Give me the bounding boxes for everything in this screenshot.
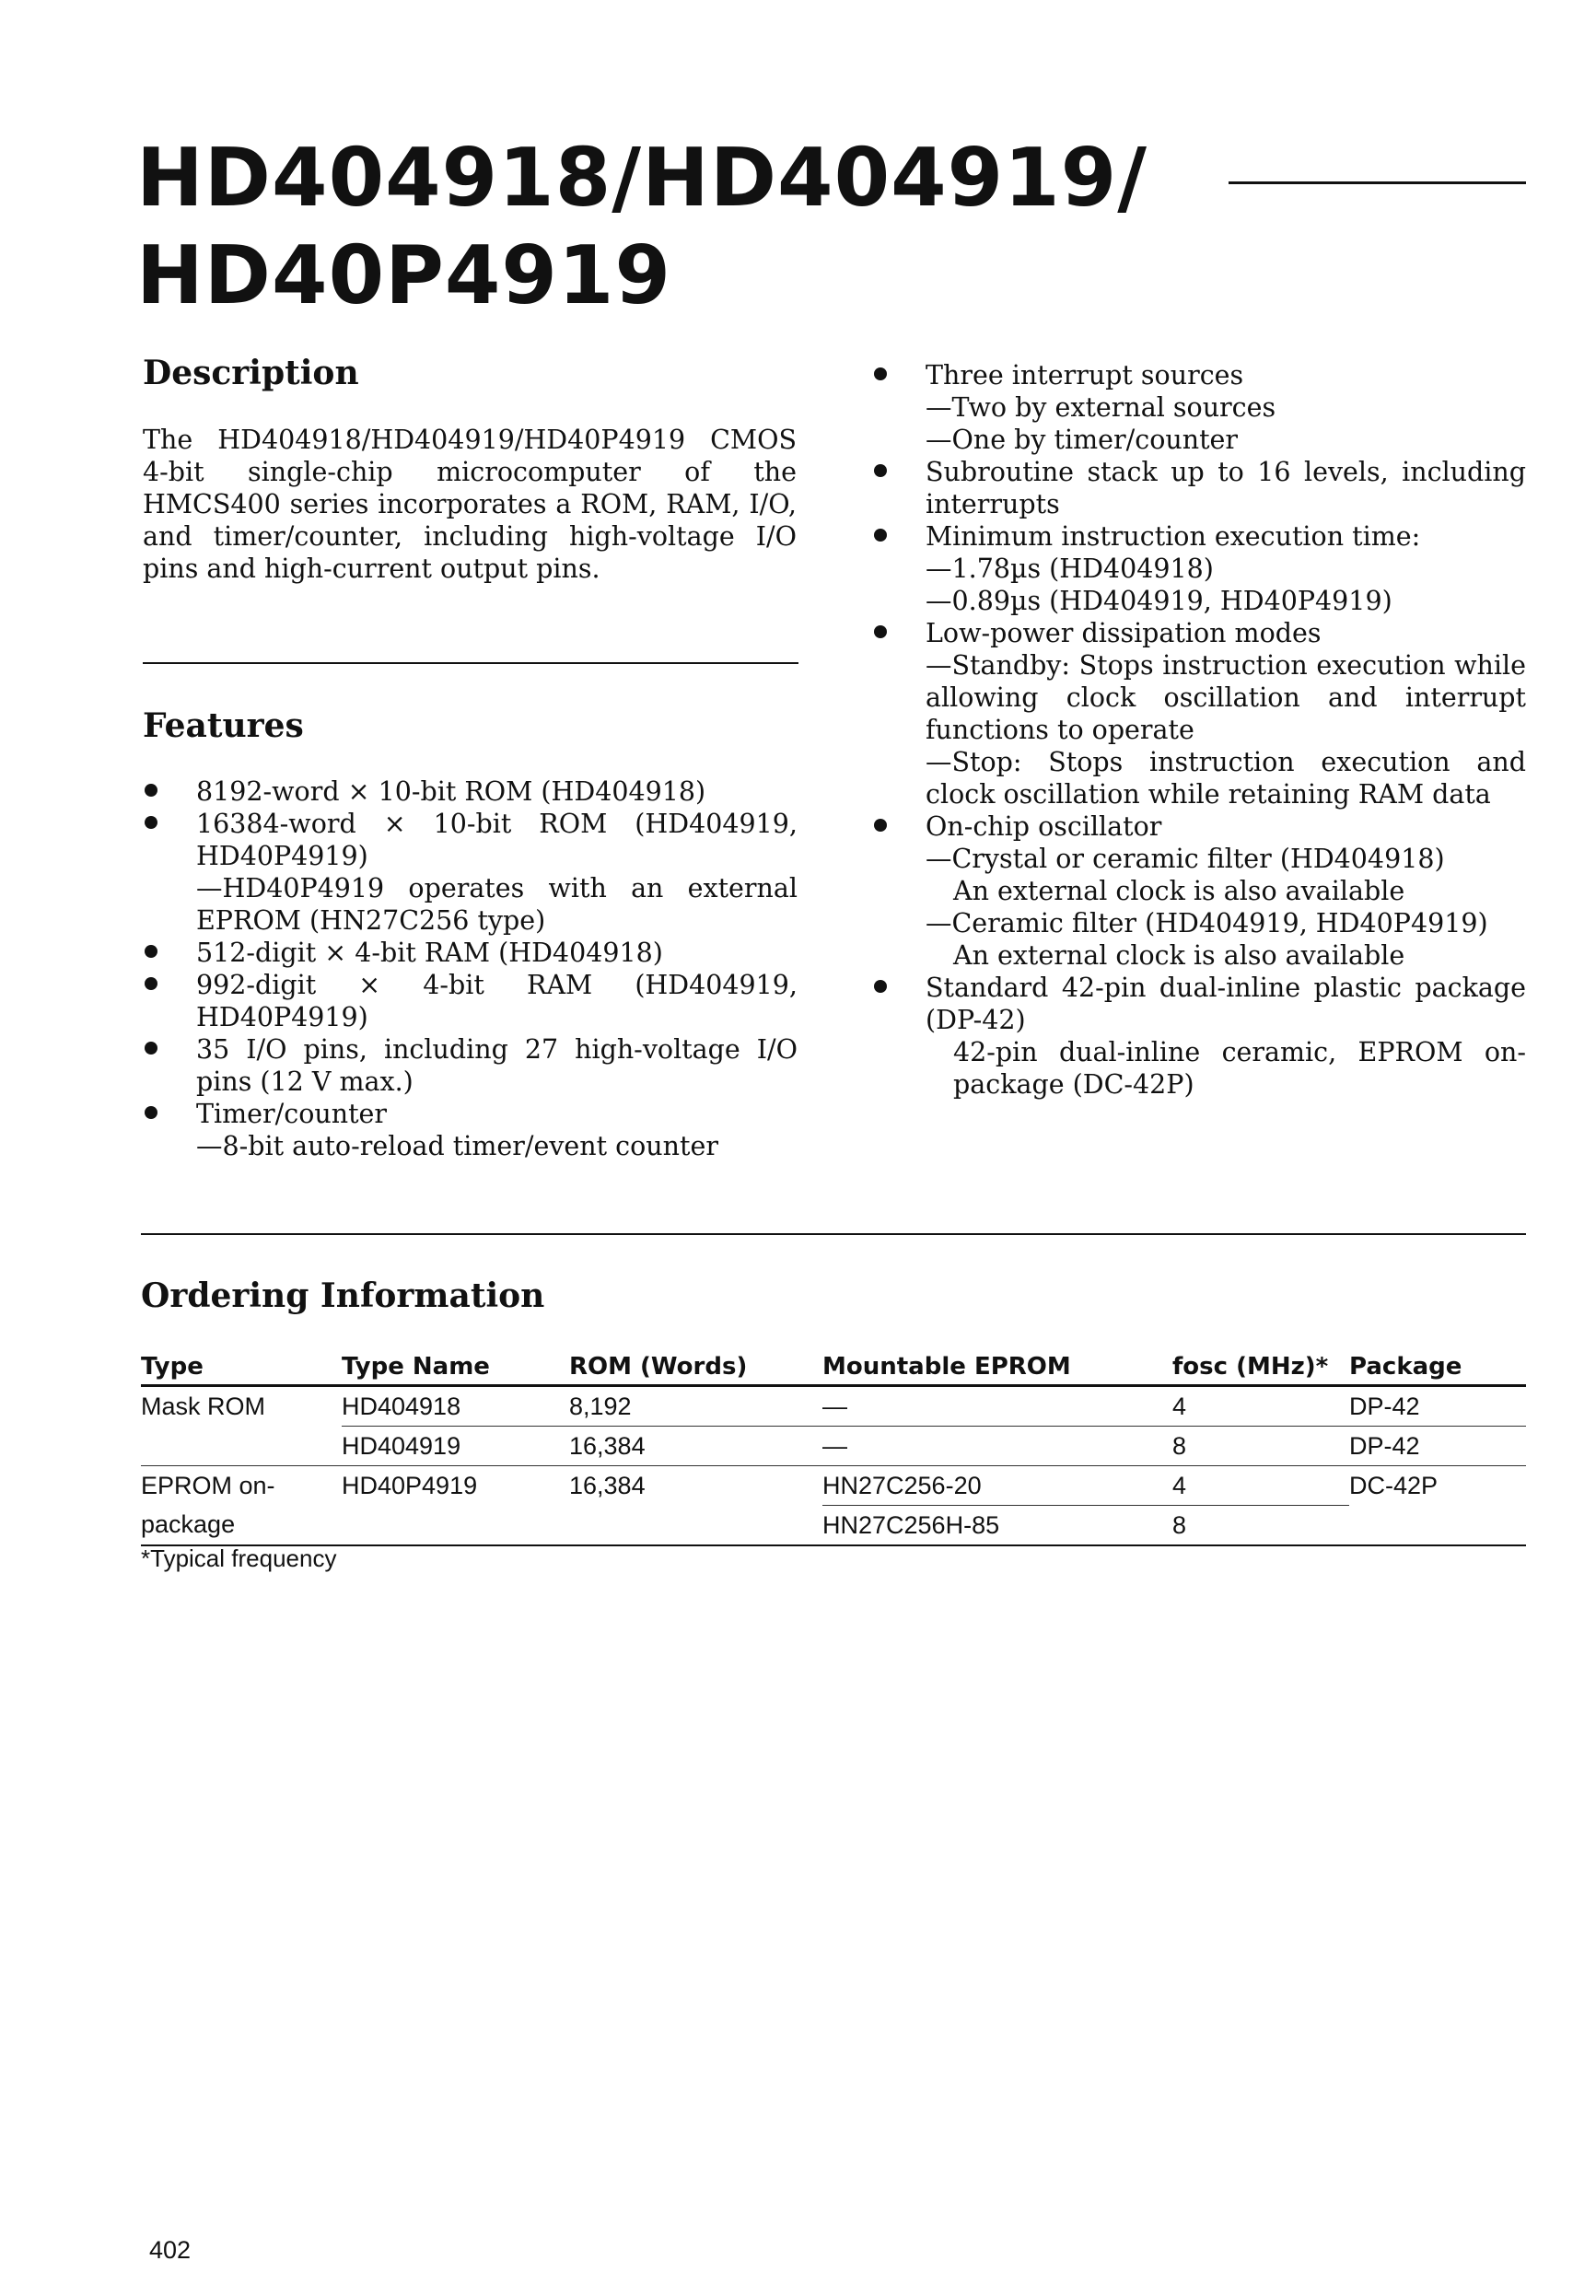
- table-header-row: [141, 1347, 1526, 1386]
- bullet-icon: [874, 819, 887, 832]
- table-cell: 8: [1172, 1506, 1349, 1546]
- feature-item: [141, 1033, 798, 1098]
- feature-subitem: 42-pin dual-inline ceramic, EPROM on-package (DC-42P): [953, 1037, 1526, 1100]
- table-cell: 8: [1172, 1427, 1349, 1466]
- feature-item: [870, 359, 1526, 456]
- bullet-icon: [874, 980, 887, 993]
- feature-item: [870, 520, 1526, 617]
- title-line-1: HD404918/HD404919/: [136, 131, 1148, 225]
- bullet-icon: [874, 464, 887, 477]
- feature-subitem: An external clock is also available: [953, 876, 1405, 906]
- feature-text: Timer/counter: [196, 1099, 388, 1129]
- bullet-icon: [145, 816, 157, 829]
- features-list-left: [141, 775, 798, 1162]
- table-cell: [141, 1427, 342, 1466]
- feature-subitem: —Two by external sources: [926, 392, 1276, 423]
- feature-subitem: —Standby: Stops instruction execution while allowing clock oscillation and interrupt functions to operate: [926, 650, 1526, 745]
- feature-item: [141, 775, 798, 808]
- column-header: Type Name: [342, 1347, 569, 1386]
- feature-subitem: —Ceramic filter (HD404919, HD40P4919): [926, 908, 1488, 938]
- description-text: The HD404918/HD404919/HD40P4919 CMOS 4-bit single-chip microcomputer of the HMCS400 series incorporates a ROM, RAM, I/O, and timer/counter, including high-voltage I/O pins and high-current output pins.: [143, 425, 797, 584]
- table-cell: DP-42: [1349, 1427, 1526, 1466]
- bullet-icon: [145, 945, 157, 958]
- feature-item: [141, 937, 798, 969]
- features-list-right: [870, 359, 1526, 1101]
- features-heading: Features: [143, 706, 304, 745]
- table-cell: package: [141, 1506, 342, 1546]
- description-heading: Description: [143, 354, 359, 392]
- feature-text: Minimum instruction execution time:: [926, 521, 1421, 552]
- table-cell: 16,384: [569, 1471, 646, 1499]
- table-cell: DC-42P: [1349, 1471, 1439, 1499]
- feature-item: [870, 617, 1526, 810]
- feature-subitem: —Stop: Stops instruction execution and clock oscillation while retaining RAM data: [926, 747, 1526, 810]
- table-cell: 16,384: [569, 1427, 822, 1466]
- feature-subitem: —0.89µs (HD404919, HD40P4919): [926, 586, 1392, 616]
- bullet-icon: [874, 529, 887, 542]
- column-header: Type: [141, 1347, 342, 1386]
- table-cell: [342, 1506, 569, 1546]
- table-cell: HN27C256-20: [822, 1466, 1172, 1506]
- feature-text: Three interrupt sources: [926, 360, 1244, 390]
- feature-item: [141, 1098, 798, 1162]
- table-row: [141, 1427, 1526, 1466]
- feature-subitem: —Crystal or ceramic filter (HD404918): [926, 844, 1445, 874]
- title-rule: [1229, 181, 1526, 184]
- feature-text: On-chip oscillator: [926, 811, 1162, 842]
- page-number: 402: [149, 2236, 192, 2264]
- feature-subitem: —One by timer/counter: [926, 425, 1239, 455]
- table-cell: [1349, 1506, 1526, 1546]
- table-row: [141, 1506, 1526, 1546]
- bullet-icon: [874, 367, 887, 380]
- table-footnote: *Typical frequency: [141, 1544, 337, 1572]
- feature-text: 992-digit × 4-bit RAM (HD404919, HD40P4919): [196, 970, 798, 1032]
- feature-item: [870, 972, 1526, 1101]
- feature-item: [141, 808, 798, 937]
- feature-item: [141, 969, 798, 1033]
- column-header: ROM (Words): [569, 1347, 822, 1386]
- table-cell: Mask ROM: [141, 1392, 265, 1420]
- feature-item: [870, 456, 1526, 520]
- feature-text: Subroutine stack up to 16 levels, including interrupts: [926, 457, 1526, 519]
- bullet-icon: [145, 977, 157, 990]
- table-cell: —: [822, 1386, 1172, 1427]
- feature-subitem: —HD40P4919 operates with an external EPROM (HN27C256 type): [196, 873, 798, 936]
- column-header: fosc (MHz)*: [1172, 1347, 1349, 1386]
- bullet-icon: [145, 1106, 157, 1119]
- table-cell: HD404919: [342, 1427, 569, 1466]
- feature-subitem: An external clock is also available: [953, 940, 1405, 971]
- feature-text: Low-power dissipation modes: [926, 618, 1322, 648]
- bullet-icon: [874, 625, 887, 638]
- section-divider: [141, 1233, 1526, 1235]
- bullet-icon: [145, 1042, 157, 1055]
- table-cell: HD40P4919: [342, 1471, 478, 1499]
- ordering-heading: Ordering Information: [141, 1276, 545, 1315]
- table-cell: 8,192: [569, 1386, 822, 1427]
- table-cell: EPROM on-: [141, 1471, 275, 1499]
- table-cell: 4: [1172, 1466, 1349, 1506]
- column-header: Package: [1349, 1347, 1526, 1386]
- table-cell: —: [822, 1427, 1172, 1466]
- table-cell: HN27C256H-85: [822, 1506, 1172, 1546]
- bullet-icon: [145, 784, 157, 797]
- feature-text: 512-digit × 4-bit RAM (HD404918): [196, 938, 663, 968]
- title-line-2: HD40P4919: [136, 228, 671, 322]
- table-row: [141, 1466, 1526, 1506]
- feature-subitem: —8-bit auto-reload timer/event counter: [196, 1131, 718, 1161]
- section-divider: [143, 662, 798, 664]
- table-cell: [569, 1506, 822, 1546]
- table-cell: DP-42: [1349, 1386, 1526, 1427]
- feature-item: [870, 810, 1526, 972]
- feature-text: Standard 42-pin dual-inline plastic package (DP-42): [926, 973, 1526, 1035]
- feature-subitem: —1.78µs (HD404918): [926, 554, 1214, 584]
- column-header: Mountable EPROM: [822, 1347, 1172, 1386]
- page-title: [136, 129, 1147, 324]
- table-row: [141, 1386, 1526, 1427]
- feature-text: 8192-word × 10-bit ROM (HD404918): [196, 776, 706, 807]
- table-cell: HD404918: [342, 1386, 569, 1427]
- table-cell: 4: [1172, 1386, 1349, 1427]
- ordering-table: [141, 1347, 1526, 1546]
- feature-text: 35 I/O pins, including 27 high-voltage I/O pins (12 V max.): [196, 1034, 798, 1097]
- feature-text: 16384-word × 10-bit ROM (HD404919, HD40P4919): [196, 809, 798, 871]
